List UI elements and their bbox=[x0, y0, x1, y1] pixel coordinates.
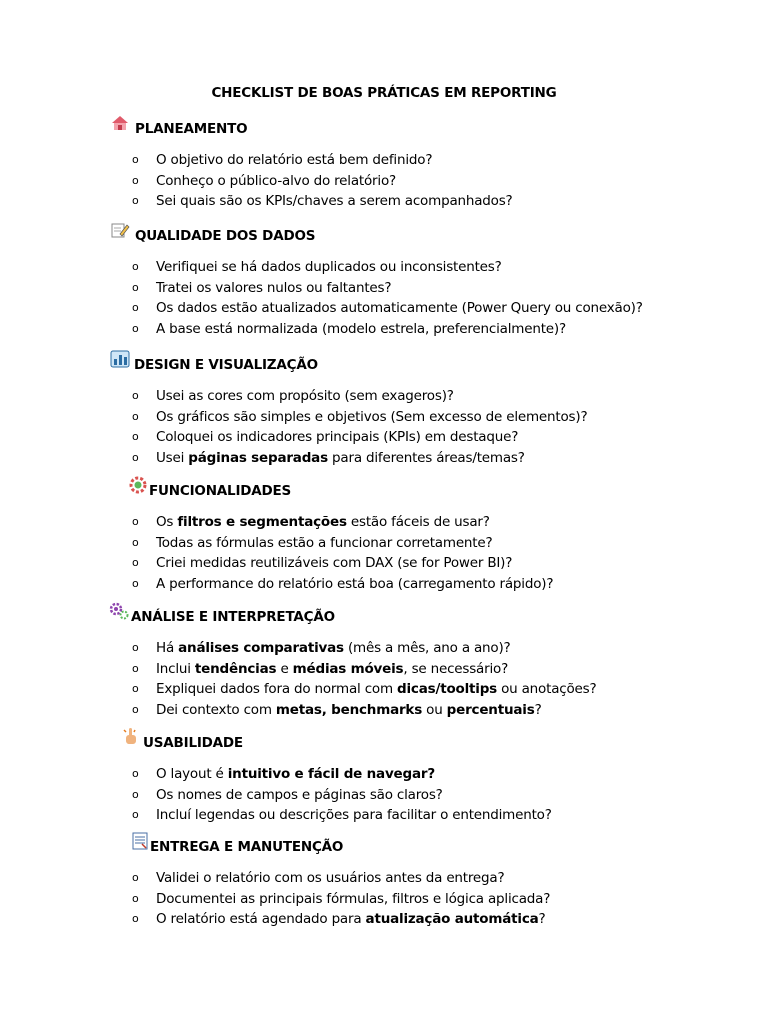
list-item bbox=[0, 576, 768, 597]
text-run: Todas as fórmulas estão a funcionar corretamente? bbox=[156, 534, 493, 551]
list-item bbox=[0, 152, 768, 173]
text-run: Há bbox=[156, 640, 179, 656]
list-item bbox=[0, 702, 768, 723]
checklist-items bbox=[0, 388, 768, 471]
item-text bbox=[156, 702, 542, 718]
bold-text: tendências bbox=[194, 660, 277, 677]
item-text bbox=[156, 193, 513, 209]
section-heading: USABILIDADE bbox=[143, 735, 243, 751]
item-text bbox=[156, 911, 546, 927]
bold-text: páginas separadas bbox=[188, 450, 328, 467]
checklist-items bbox=[0, 870, 768, 932]
bar-chart-icon bbox=[110, 349, 130, 369]
text-run: Dei contexto com bbox=[156, 702, 276, 719]
item-text bbox=[156, 259, 502, 275]
item-text bbox=[156, 409, 587, 425]
list-item bbox=[0, 535, 768, 556]
list-item bbox=[0, 450, 768, 471]
bullet: o bbox=[132, 451, 139, 465]
bullet: o bbox=[132, 389, 139, 402]
bullet: o bbox=[132, 556, 139, 570]
text-run: (mês a mês, ano a ano)? bbox=[343, 640, 511, 656]
bullet: o bbox=[132, 912, 139, 926]
list-item bbox=[0, 661, 768, 682]
item-text bbox=[156, 173, 396, 189]
item-text bbox=[156, 152, 432, 168]
text-run: estão fáceis de usar? bbox=[346, 514, 490, 530]
bullet: o bbox=[132, 787, 139, 801]
bullet: o bbox=[132, 194, 139, 208]
item-text bbox=[156, 388, 454, 404]
gears-icon bbox=[109, 601, 129, 621]
list-item bbox=[0, 681, 768, 702]
section-heading: ANÁLISE E INTERPRETAÇÃO bbox=[131, 609, 335, 625]
bold-text: percentuais bbox=[446, 702, 535, 719]
checklist-items bbox=[0, 640, 768, 723]
text-run: Expliquei dados fora do normal com bbox=[156, 681, 398, 698]
item-text bbox=[156, 535, 492, 551]
bullet: o bbox=[132, 260, 139, 273]
item-text bbox=[156, 787, 443, 803]
list-item bbox=[0, 409, 768, 430]
list-item bbox=[0, 891, 768, 912]
text-run: O objetivo do relatório está bem definido? bbox=[156, 152, 433, 168]
checklist-items bbox=[0, 766, 768, 828]
text-run: Usei as cores com propósito (sem exageros)? bbox=[156, 388, 454, 404]
item-text bbox=[156, 766, 435, 782]
list-item bbox=[0, 514, 768, 535]
bullet: o bbox=[132, 682, 139, 696]
bullet: o bbox=[132, 430, 139, 444]
item-text bbox=[156, 321, 566, 337]
bullet: o bbox=[132, 322, 139, 336]
checklist-items bbox=[0, 514, 768, 597]
bullet: o bbox=[132, 808, 139, 822]
text-run: O layout é bbox=[156, 766, 228, 782]
list-item bbox=[0, 870, 768, 891]
text-run: para diferentes áreas/temas? bbox=[327, 450, 525, 467]
pointing-hand-icon bbox=[121, 727, 141, 747]
bold-text: filtros e segmentações bbox=[177, 514, 347, 530]
list-item bbox=[0, 259, 768, 280]
text-run: Sei quais são os KPIs/chaves a serem acompanhados? bbox=[156, 193, 513, 210]
bullet: o bbox=[132, 409, 139, 423]
text-run: Os nomes de campos e páginas são claros? bbox=[156, 786, 443, 803]
bullet: o bbox=[132, 535, 139, 549]
list-item bbox=[0, 766, 768, 787]
section-heading: QUALIDADE DOS DADOS bbox=[135, 228, 316, 244]
bold-text: médias móveis bbox=[292, 660, 404, 677]
section-heading: PLANEAMENTO bbox=[135, 121, 248, 137]
section-heading: DESIGN E VISUALIZAÇÃO bbox=[134, 357, 318, 373]
text-run: A base está normalizada (modelo estrela, preferencialmente)? bbox=[156, 321, 566, 338]
list-item bbox=[0, 280, 768, 301]
list-item bbox=[0, 300, 768, 321]
bullet: o bbox=[132, 661, 139, 675]
text-run: Usei bbox=[156, 450, 189, 467]
checklist-items bbox=[0, 152, 768, 214]
text-run: O relatório está agendado para bbox=[156, 911, 366, 928]
gear-icon bbox=[128, 475, 148, 495]
item-text bbox=[156, 807, 552, 823]
list-item bbox=[0, 388, 768, 409]
text-run: Os dados estão atualizados automaticamente (Power Query ou conexão)? bbox=[156, 300, 643, 317]
list-item bbox=[0, 807, 768, 828]
item-text bbox=[156, 555, 512, 571]
text-run: Inclui bbox=[156, 660, 195, 677]
list-item bbox=[0, 640, 768, 661]
item-text bbox=[156, 450, 525, 466]
house-icon bbox=[110, 113, 130, 133]
item-text bbox=[156, 280, 391, 296]
text-run: , se necessário? bbox=[403, 660, 509, 677]
item-text bbox=[156, 870, 504, 886]
bullet: o bbox=[132, 153, 139, 166]
text-run: ou bbox=[422, 702, 447, 719]
item-text bbox=[156, 681, 596, 697]
text-run: Os gráficos são simples e objetivos (Sem excesso de elementos)? bbox=[156, 408, 588, 425]
bullet: o bbox=[132, 871, 139, 884]
text-run: Verifiquei se há dados duplicados ou inconsistentes? bbox=[156, 259, 502, 275]
section-heading: FUNCIONALIDADES bbox=[149, 483, 292, 499]
text-run: e bbox=[276, 660, 293, 677]
list-item bbox=[0, 429, 768, 450]
text-run: Os bbox=[156, 514, 178, 530]
list-item bbox=[0, 321, 768, 342]
checklist-items bbox=[0, 259, 768, 342]
item-text bbox=[156, 661, 508, 677]
bold-text: atualização automática bbox=[365, 911, 539, 928]
bold-text: metas, benchmarks bbox=[275, 702, 423, 719]
bullet: o bbox=[132, 891, 139, 905]
bullet: o bbox=[132, 641, 139, 654]
list-item bbox=[0, 787, 768, 808]
bullet: o bbox=[132, 577, 139, 591]
text-run: A performance do relatório está boa (carregamento rápido)? bbox=[156, 576, 554, 593]
text-run: Tratei os valores nulos ou faltantes? bbox=[156, 279, 392, 296]
memo-pencil-icon bbox=[110, 220, 130, 240]
bullet: o bbox=[132, 767, 139, 780]
bullet: o bbox=[132, 280, 139, 294]
text-run: Criei medidas reutilizáveis com DAX (se for Power BI)? bbox=[156, 555, 513, 572]
document-icon bbox=[130, 831, 150, 851]
item-text bbox=[156, 300, 643, 316]
text-run: ? bbox=[538, 911, 546, 928]
item-text bbox=[156, 576, 553, 592]
text-run: Validei o relatório com os usuários antes da entrega? bbox=[156, 870, 505, 886]
text-run: Conheço o público-alvo do relatório? bbox=[156, 172, 396, 189]
bullet: o bbox=[132, 173, 139, 187]
bold-text: dicas/tooltips bbox=[397, 681, 498, 698]
text-run: ou anotações? bbox=[497, 681, 597, 698]
bullet: o bbox=[132, 301, 139, 315]
item-text bbox=[156, 891, 550, 907]
item-text bbox=[156, 514, 490, 530]
bullet: o bbox=[132, 703, 139, 717]
bullet: o bbox=[132, 515, 139, 528]
section-heading: ENTREGA E MANUTENÇÃO bbox=[150, 839, 344, 855]
bold-text: intuitivo e fácil de navegar? bbox=[227, 766, 435, 782]
text-run: ? bbox=[534, 702, 542, 719]
bold-text: análises comparativas bbox=[178, 640, 344, 656]
text-run: Incluí legendas ou descrições para facilitar o entendimento? bbox=[156, 807, 552, 824]
list-item bbox=[0, 911, 768, 932]
list-item bbox=[0, 193, 768, 214]
page-title: CHECKLIST DE BOAS PRÁTICAS EM REPORTING bbox=[211, 85, 557, 101]
text-run: Coloquei os indicadores principais (KPIs) em destaque? bbox=[156, 429, 519, 446]
item-text bbox=[156, 640, 511, 656]
text-run: Documentei as principais fórmulas, filtros e lógica aplicada? bbox=[156, 890, 551, 907]
item-text bbox=[156, 429, 518, 445]
list-item bbox=[0, 173, 768, 194]
list-item bbox=[0, 555, 768, 576]
